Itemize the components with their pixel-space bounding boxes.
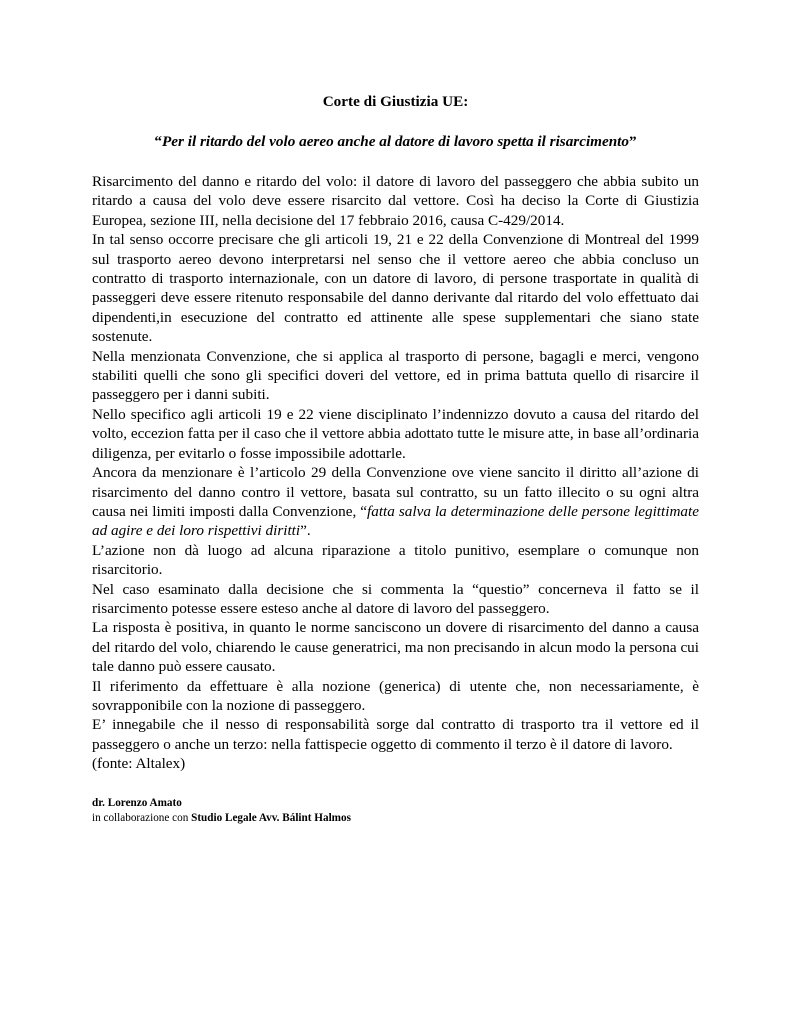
paragraph-article-29 xyxy=(92,463,699,541)
subtitle-close-quote: ” xyxy=(629,133,637,150)
article29-quote-italic: fatta salva la determinazione delle persone legittimate ad agire e dei loro rispettivi diritti xyxy=(92,502,699,540)
collaboration-prefix: in collaborazione con xyxy=(92,811,192,824)
document-title: Corte di Giustizia UE: xyxy=(322,93,469,110)
paragraph-convention: Nella menzionata Convenzione, che si applica al trasporto di persone, bagagli e merci, vengono stabiliti quelli che sono gli specifici doveri del vettore, ed in prima battuta quello di risarcire il passeggero per i danni subiti. xyxy=(92,347,699,404)
collaboration-line xyxy=(92,811,699,826)
paragraph-intro: Risarcimento del danno e ritardo del volo: il datore di lavoro del passeggero che abbia subito un ritardo a causa del volo deve essere risarcito dal vettore. Così ha deciso la Corte di Giustizia Europea, sezione III, nella decisione del 17 febbraio 2016, causa C-429/2014. xyxy=(92,173,699,229)
paragraph-conclusion: E’ innegabile che il nesso di responsabilità sorge dal contratto di trasporto tra il vettore ed il passeggero o anche un terzo: nella fattispecie oggetto di commento il terzo è il datore di lavoro. xyxy=(92,716,699,753)
subtitle-open-quote: “ xyxy=(154,133,162,150)
paragraph-answer: La risposta è positiva, in quanto le norme sanciscono un dovere di risarcimento del danno a causa del ritardo del volo, chiarendo le cause generatrici, ma non precisando in alcun modo la persona cui tale danno può essere causato. xyxy=(92,619,699,676)
paragraph-montreal: In tal senso occorre precisare che gli articoli 19, 21 e 22 della Convenzione di Montreal del 1999 sul trasporto aereo devono interpretarsi nel senso che il vettore aereo che abbia concluso un contratto di trasporto internazionale, con un datore di lavoro, di persone trasportate in qualità di passeggeri deve essere ritenuto responsabile del danno derivante dal ritardo del volo effettuato dai dipendenti,in esecuzione del contratto ed attinente alle spese supplementari che siano state sostenute. xyxy=(92,231,699,346)
paragraph-questio: Nel caso esaminato dalla decisione che si commenta la “questio” concerneva il fatto se il risarcimento potesse essere esteso anche al datore di lavoro del passeggero. xyxy=(92,580,699,617)
author-name: dr. Lorenzo Amato xyxy=(92,796,182,809)
article29-text: Ancora da menzionare è l’articolo 29 della Convenzione ove viene sancito il diritto all’azione di risarcimento del danno contro il vettore, basata sul contratto, su un fatto illecito o su ogni altra causa nei limiti imposti dalla Convenzione, xyxy=(92,464,699,520)
subtitle-text: Per il ritardo del volo aereo anche al datore di lavoro spetta il risarcimento xyxy=(162,133,629,150)
article29-quote-open: “ xyxy=(360,502,368,520)
article-body xyxy=(92,172,699,774)
paragraph-articles-19-22: Nello specifico agli articoli 19 e 22 viene disciplinato l’indennizzo dovuto a causa del ritardo del volto, eccezion fatta per il caso che il vettore abbia adottato tutte le misure atte, in base all’ordinaria diligenza, per evitarlo o fosse impossibile adottarle. xyxy=(92,405,699,462)
law-firm-name: Studio Legale Avv. Bálint Halmos xyxy=(191,811,351,824)
signature-block xyxy=(92,796,699,826)
article29-quote-close: ”. xyxy=(300,522,311,540)
document-page xyxy=(92,92,699,826)
paragraph-no-punitive: L’azione non dà luogo ad alcuna riparazione a titolo punitivo, esemplare o comunque non risarcitorio. xyxy=(92,541,699,579)
paragraph-user-notion: Il riferimento da effettuare è alla nozione (generica) di utente che, non necessariamente, è sovrapponibile con la nozione di passeggero. xyxy=(92,677,699,714)
source-note: (fonte: Altalex) xyxy=(92,755,186,773)
document-subtitle xyxy=(92,132,699,152)
